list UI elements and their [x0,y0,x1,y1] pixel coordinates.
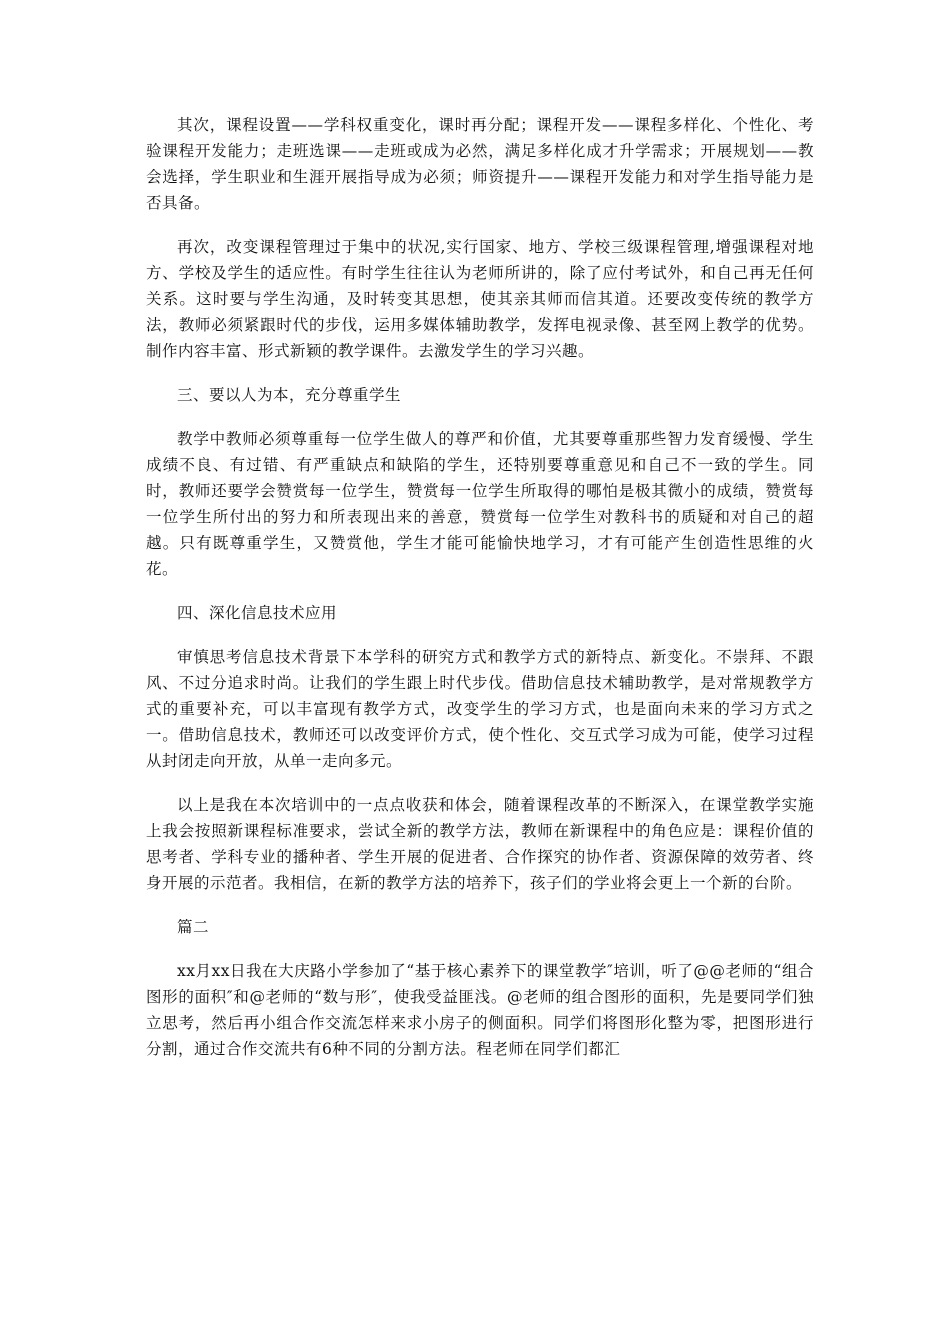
section-heading-part-two: 篇二 [177,918,210,936]
paragraph-conclusion: 以上是我在本次培训中的一点点收获和体会，随着课程改革的不断深入，在课堂教学实施上我会按照新课程标准要求，尝试全新的教学方法，教师在新课程中的角色应是：课程价值的思考者、学科专业的播种者、学生开展的促进者、合作探究的协作者、资源保障的效劳者、终身开展的示范者。我相信，在新的教学方法的培养下，孩子们的学业将会更上一个新的台阶。 [146,796,814,892]
paragraph-part-two-intro: xx月xx日我在大庆路小学参加了“基于核心素养下的课堂教学″培训，听了@@老师的“组合图形的面积″和@老师的“数与形″，使我受益匪浅。@老师的组合图形的面积，先是要同学们独立思考，然后再小组合作交流怎样来求小房子的侧面积。同学们将图形化整为零，把图形进行分割，通过合作交流共有6种不同的分割方法。程老师在同学们都汇 [146,962,814,1058]
section-heading-respect-students: 三、要以人为本，充分尊重学生 [177,386,402,404]
paragraph-respect-students: 教学中教师必须尊重每一位学生做人的尊严和价值，尤其要尊重那些智力发育缓慢、学生成绩不良、有过错、有严重缺点和缺陷的学生，还特别要尊重意见和自己不一致的学生。同时，教师还要学会赞赏每一位学生，赞赏每一位学生所取得的哪怕是极其微小的成绩，赞赏每一位学生所付出的努力和所表现出来的善意，赞赏每一位学生对教科书的质疑和对自己的超越。只有既尊重学生，又赞赏他，学生才能可能愉快地学习，才有可能产生创造性思维的火花。 [146,430,814,578]
paragraph-curriculum-setting: 其次，课程设置——学科权重变化，课时再分配；课程开发——课程多样化、个性化、考验课程开发能力；走班选课——走班或成为必然，满足多样化成才升学需求；开展规划——教会选择，学生职业和生涯开展指导成为必须；师资提升——课程开发能力和对学生指导能力是否具备。 [146,116,814,212]
paragraph-curriculum-management: 再次，改变课程管理过于集中的状况,实行国家、地方、学校三级课程管理,增强课程对地方、学校及学生的适应性。有时学生往往认为老师所讲的，除了应付考试外，和自己再无任何关系。这时要与学生沟通，及时转变其思想，使其亲其师而信其道。还要改变传统的教学方法，教师必须紧跟时代的步伐，运用多媒体辅助教学，发挥电视录像、甚至网上教学的优势。制作内容丰富、形式新颖的教学课件。去激发学生的学习兴趣。 [146,238,814,360]
paragraph-information-technology: 审慎思考信息技术背景下本学科的研究方式和教学方式的新特点、新变化。不崇拜、不跟风、不过分追求时尚。让我们的学生跟上时代步伐。借助信息技术辅助教学，是对常规教学方式的重要补充，可以丰富现有教学方式，改变学生的学习方式，也是面向未来的学习方式之一。借助信息技术，教师还可以改变评价方式，使个性化、交互式学习成为可能，使学习过程从封闭走向开放，从单一走向多元。 [146,648,814,770]
document-body [146,112,814,1080]
section-heading-information-technology: 四、深化信息技术应用 [177,604,338,622]
